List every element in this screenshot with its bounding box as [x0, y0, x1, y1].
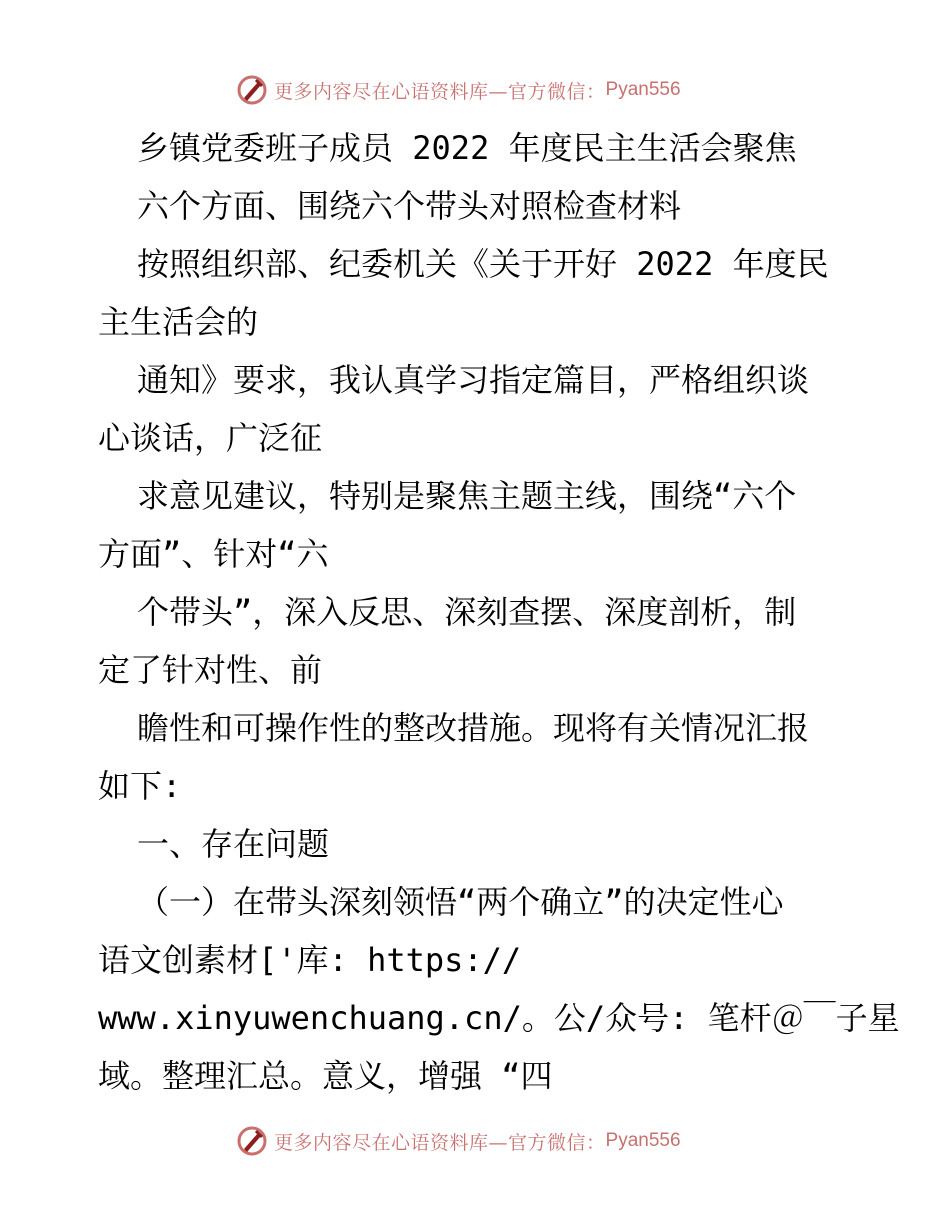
document-title-line-1: 乡镇党委班子成员 2022 年度民主生活会聚焦	[137, 129, 797, 167]
footer-banner-text: 更多内容尽在心语资料库—官方微信：	[274, 1131, 606, 1154]
document-title-line-2: 六个方面、围绕六个带头对照检查材料	[137, 187, 682, 225]
body-line: 定了针对性、前	[98, 651, 323, 689]
body-line: 瞻性和可操作性的整改措施。现将有关情况汇报	[137, 709, 810, 747]
body-line: 语文创素材['库: https://	[98, 941, 522, 979]
body-line: www.xinyuwenchuang.cn/。公/众号: 笔杆＠￣子星	[98, 999, 900, 1037]
footer-banner-wechat-id: Pyan556	[605, 1130, 681, 1151]
body-line: 方面”、针对“六	[98, 535, 329, 573]
footer-watermark-banner	[236, 1123, 681, 1159]
body-line: 如下:	[98, 767, 182, 805]
header-watermark-banner	[236, 72, 681, 108]
subsection-heading: （一）在带头深刻领悟“两个确立”的决定性心	[137, 883, 784, 921]
brand-logo-icon	[236, 1125, 268, 1157]
header-banner-wechat-id: Pyan556	[605, 79, 681, 100]
body-line: 按照组织部、纪委机关《关于开好 2022 年度民	[137, 245, 829, 283]
section-heading: 一、存在问题	[137, 825, 330, 863]
body-line: 个带头”，深入反思、深刻查摆、深度剖析，制	[137, 593, 797, 631]
body-line: 心谈话，广泛征	[98, 419, 323, 457]
body-line: 通知》要求，我认真学习指定篇目，严格组织谈	[137, 361, 810, 399]
body-line: 域。整理汇总。意义，增强 “四	[98, 1057, 553, 1095]
body-line: 主生活会的	[98, 303, 259, 341]
header-banner-text: 更多内容尽在心语资料库—官方微信：	[274, 80, 606, 103]
brand-logo-icon	[236, 74, 268, 106]
body-line: 求意见建议，特别是聚焦主题主线，围绕“六个	[137, 477, 797, 515]
